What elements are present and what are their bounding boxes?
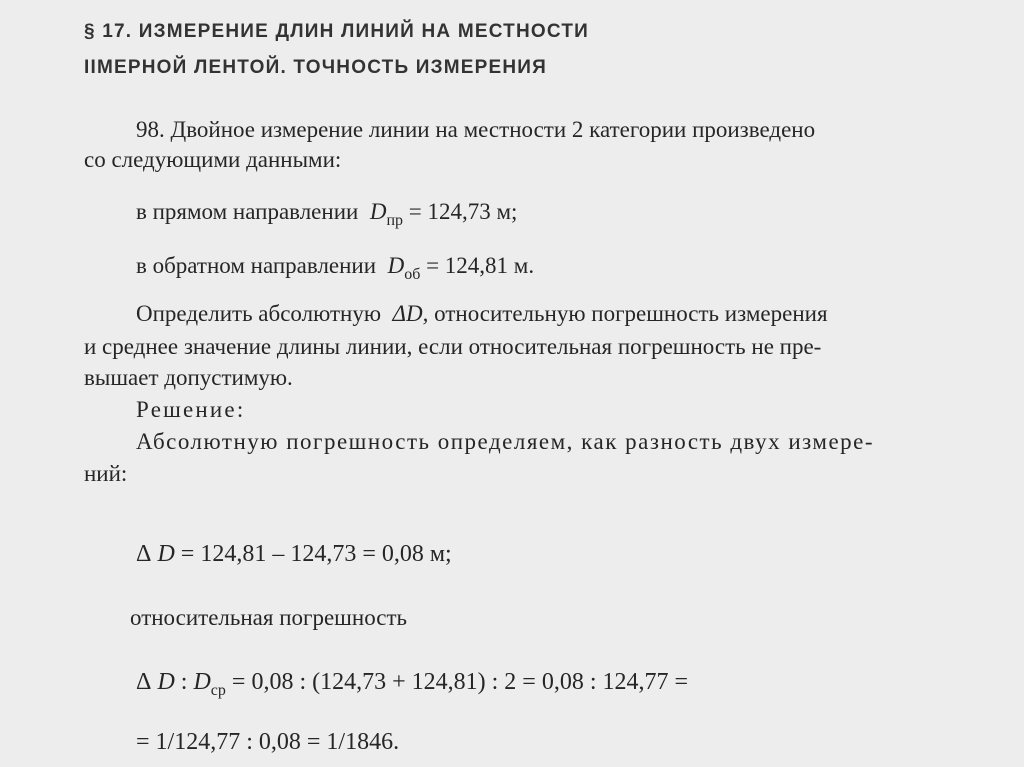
- task-delta: ΔD,: [392, 301, 429, 326]
- task-line-2: и среднее значение длины линии, если относительная погрешность не пре-: [84, 334, 822, 359]
- forward-subscript: пр: [386, 212, 404, 229]
- absolute-error-formula: [136, 540, 452, 568]
- rel-variable: D: [157, 669, 175, 695]
- section-heading-text: МЕРНОЙ ЛЕНТОЙ. ТОЧНОСТЬ ИЗМЕРЕНИЯ: [96, 57, 548, 78]
- rel-subscript: ср: [210, 682, 226, 699]
- relative-error-label: относительная погрешность: [130, 605, 408, 630]
- task-text-b: относительную погрешность измерения: [434, 301, 828, 326]
- task-line-3: вышает допустимую.: [84, 365, 293, 390]
- section-heading-line-1: § 17. ИЗМЕРЕНИЕ ДЛИН ЛИНИЙ НА МЕСТНОСТИ: [84, 21, 589, 42]
- task-text-a: Определить абсолютную: [136, 301, 382, 326]
- abs-equation: = 124,81 – 124,73 = 0,08 м;: [180, 541, 452, 567]
- solution-text-line-2: ний:: [84, 461, 128, 486]
- forward-measurement: [136, 198, 518, 229]
- reverse-subscript: об: [404, 266, 421, 283]
- solution-title: Решение:: [136, 397, 246, 422]
- reverse-label: в обратном направлении: [136, 253, 377, 278]
- abs-delta-symbol: Δ: [136, 541, 152, 567]
- rel-equation: = 0,08 : (124,73 + 124,81) : 2 = 0,08 : 124,77 =: [231, 669, 689, 695]
- forward-variable: D: [369, 199, 387, 224]
- rel-delta-symbol: Δ: [136, 669, 152, 695]
- final-result-formula: = 1/124,77 : 0,08 = 1/1846.: [136, 729, 400, 755]
- task-line-1: [136, 300, 828, 328]
- abs-variable: D: [157, 541, 175, 567]
- section-heading-line-2: [84, 54, 547, 82]
- solution-text-line-1: Абсолютную погрешность определяем, как разность двух измере-: [136, 429, 875, 454]
- problem-intro-line-1: 98. Двойное измерение линии на местности 2 категории произведено: [136, 117, 816, 142]
- forward-value: = 124,73 м;: [408, 199, 518, 224]
- forward-label: в прямом направлении: [136, 199, 359, 224]
- rel-colon: :: [180, 669, 188, 695]
- reverse-measurement: [136, 252, 535, 283]
- reverse-variable: D: [387, 253, 405, 278]
- section-heading-prefix: II: [84, 57, 97, 78]
- problem-intro-line-2: со следующими данными:: [84, 147, 342, 172]
- reverse-value: = 124,81 м.: [426, 253, 535, 278]
- rel-variable-2: D: [193, 669, 211, 695]
- relative-error-formula: [136, 668, 689, 699]
